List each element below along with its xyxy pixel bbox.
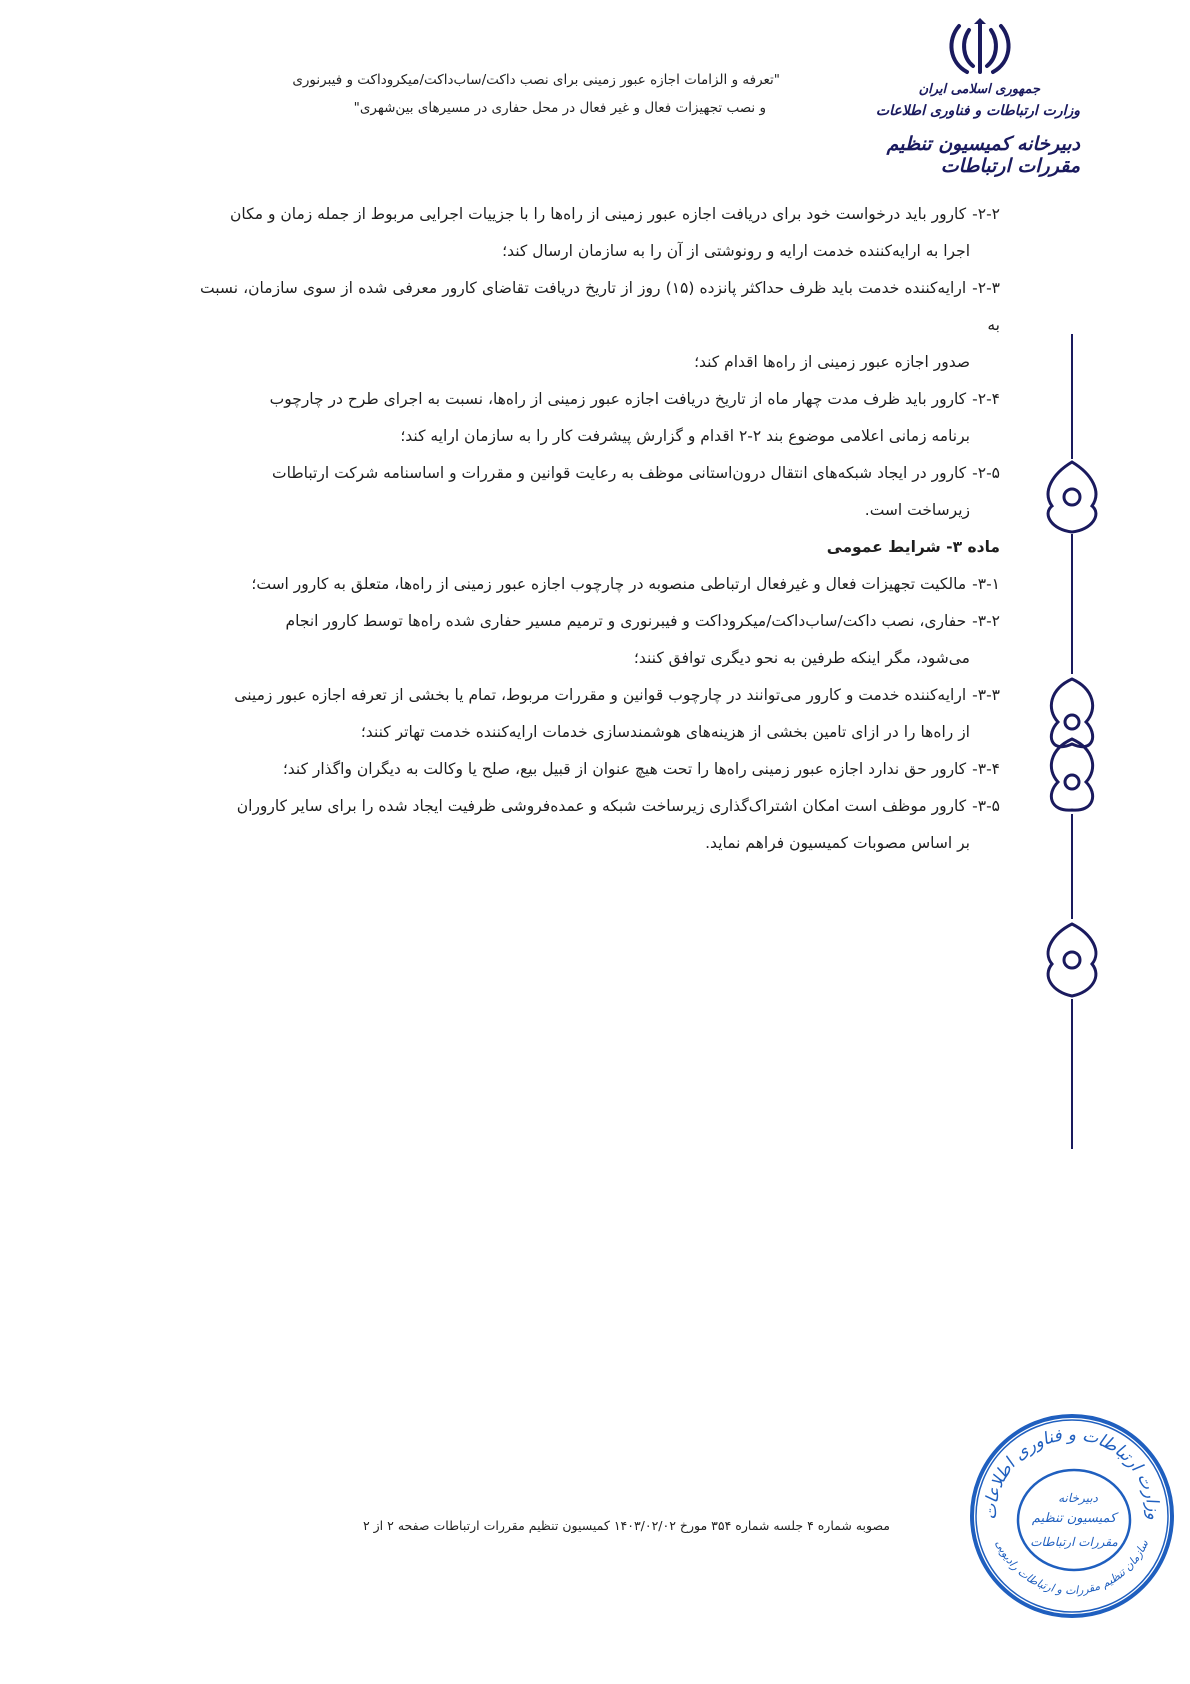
clause-2-5-cont: زیرساخت است.: [864, 501, 970, 519]
clause-3-3-cont: از راه‌ها را در ازای تامین بخشی از هزینه‌های هوشمندسازی خدمات ارایه‌کننده خدمت تهاتر کنند؛: [360, 723, 970, 741]
letterhead: [820, 82, 1080, 177]
clause-number: ۲-۴-: [972, 390, 1000, 408]
clause-text: ارایه‌کننده خدمت باید ظرف حداکثر پانزده (۱۵) روز از تاریخ دریافت تقاضای کارور معرفی شده از سوی سازمان، نسبت به: [200, 279, 1000, 334]
iran-emblem-icon: [945, 18, 1015, 80]
clause-2-4-cont: برنامه زمانی اعلامی موضوع بند ۲-۲ اقدام و گزارش پیشرفت کار را به سازمان ارایه کند؛: [400, 427, 970, 445]
clause-3-2-cont: می‌شود، مگر اینکه طرفین به نحو دیگری توافق کنند؛: [633, 649, 970, 667]
svg-text:دبیرخانه: دبیرخانه: [1058, 1491, 1098, 1505]
clause-number: ۳-۳-: [972, 686, 1000, 704]
svg-text:کمیسیون تنظیم: کمیسیون تنظیم: [1031, 1511, 1117, 1526]
official-seal: [966, 1410, 1178, 1622]
clause-3-1: [200, 566, 1000, 603]
section-heading: ماده ۳- شرایط عمومی: [826, 538, 1000, 556]
clause-3-5: [200, 788, 1000, 825]
clause-number: ۲-۲-: [972, 205, 1000, 223]
clause-text: کارور موظف است امکان اشتراک‌گذاری زیرساخت شبکه و عمده‌فروشی ظرفیت ایجاد شده را برای سایر کاروران: [236, 797, 967, 815]
clause-3-2: [200, 603, 1000, 640]
svg-text:مقررات ارتباطات: مقررات ارتباطات: [1030, 1535, 1118, 1549]
clause-3-3: [200, 677, 1000, 714]
document-title: [180, 66, 780, 122]
clause-2-2-cont: اجرا به ارایه‌کننده خدمت ارایه و رونوشتی از آن را به سازمان ارسال کند؛: [502, 242, 970, 260]
secretariat-name: دبیرخانه کمیسیون تنظیم مقررات ارتباطات: [886, 133, 1080, 177]
clause-2-3-cont: صدور اجازه عبور زمینی از راه‌ها اقدام کند؛: [694, 353, 970, 371]
clause-3-4: [200, 751, 1000, 788]
clause-text: مالکیت تجهیزات فعال و غیرفعال ارتباطی منصوبه در چارچوب اجازه عبور زمینی از راه‌ها، متعلق به کارور است؛: [251, 575, 967, 593]
clause-2-2: [200, 196, 1000, 233]
clause-2-3: [200, 270, 1000, 344]
clause-3-5-cont: بر اساس مصوبات کمیسیون فراهم نماید.: [705, 834, 970, 852]
clause-number: ۲-۳-: [972, 279, 1000, 297]
clause-text: کارور باید ظرف مدت چهار ماه از تاریخ دریافت اجازه عبور زمینی از راه‌ها، نسبت به اجرای طرح در چارچوب: [269, 390, 967, 408]
svg-text:سازمان تنظیم مقررات و ارتباطات: سازمان تنظیم مقررات و ارتباطات رادیویی: [992, 1538, 1152, 1598]
clause-number: ۲-۵-: [972, 464, 1000, 482]
title-line-2: و نصب تجهیزات فعال و غیر فعال در محل حفاری در مسیرهای بین‌شهری": [353, 100, 766, 116]
svg-text:وزارت ارتباطات و فناوری اطلاعا: وزارت ارتباطات و فناوری اطلاعات: [980, 1425, 1164, 1521]
ministry-name: وزارت ارتباطات و فناوری اطلاعات: [875, 103, 1080, 119]
clause-text: ارایه‌کننده خدمت و کارور می‌توانند در چارچوب قوانین و مقررات مربوط، تمام یا بخشی از تعرفه اجازه عبور زمینی: [234, 686, 967, 704]
clause-number: ۳-۱-: [972, 575, 1000, 593]
clause-number: ۳-۲-: [972, 612, 1000, 630]
document-body: [200, 196, 1000, 862]
clause-text: کارور باید درخواست خود برای دریافت اجازه عبور زمینی از راه‌ها را با جزییات اجرایی مربوط از جمله زمان و مکان: [230, 205, 967, 223]
clause-2-5: [200, 455, 1000, 492]
title-line-1: "تعرفه و الزامات اجازه عبور زمینی برای نصب داکت/ساب‌داکت/میکروداکت و فیبرنوری: [292, 72, 780, 88]
clause-text: حفاری، نصب داکت/ساب‌داکت/میکروداکت و فیبرنوری و ترمیم مسیر حفاری شده راه‌ها توسط کارور انجام: [285, 612, 967, 630]
clause-2-4: [200, 381, 1000, 418]
country-name: جمهوری اسلامی ایران: [918, 82, 1040, 97]
clause-text: کارور حق ندارد اجازه عبور زمینی راه‌ها را تحت هیچ عنوان از قبیل بیع، صلح یا وکالت به دیگران واگذار کند؛: [282, 760, 967, 778]
clause-number: ۳-۴-: [972, 760, 1000, 778]
side-ornament-icon: [1032, 334, 1112, 1149]
clause-number: ۳-۵-: [972, 797, 1000, 815]
clause-text: کارور در ایجاد شبکه‌های انتقال درون‌استانی موظف به رعایت قوانین و مقررات و اساسنامه شرکت ارتباطات: [272, 464, 967, 482]
page-footer: مصوبه شماره ۴ جلسه شماره ۳۵۴ مورخ ۱۴۰۳/۰۲/۰۲ کمیسیون تنظیم مقررات ارتباطات صفحه ۲ از ۲: [362, 1518, 890, 1533]
